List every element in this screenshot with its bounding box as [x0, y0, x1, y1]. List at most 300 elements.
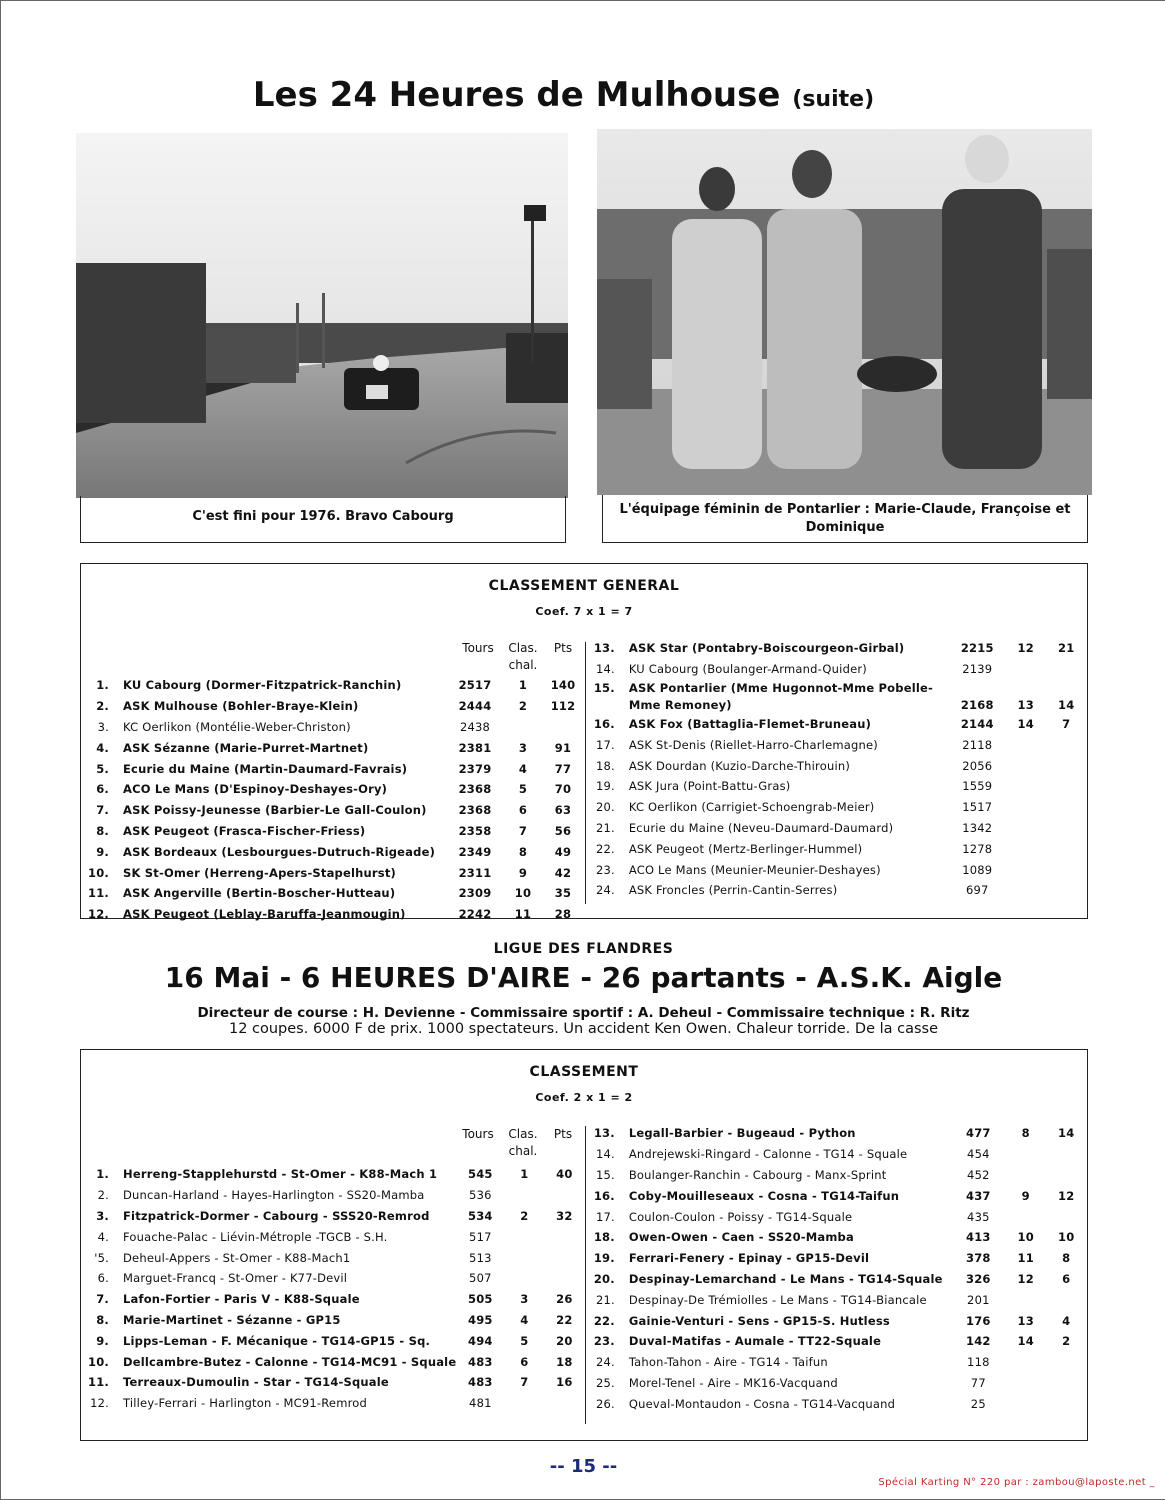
table-row — [587, 1185, 1087, 1206]
photo-race-finish — [76, 133, 568, 498]
entry-name: Marie-Martinet - Sézanne - GP15 — [123, 1312, 341, 1327]
table-row — [81, 696, 583, 717]
tours: 2118 — [962, 737, 993, 752]
points: 8 — [1062, 1251, 1071, 1266]
challenge-rank: 10 — [1017, 1230, 1034, 1245]
tours: 483 — [468, 1375, 493, 1390]
tours: 697 — [965, 883, 989, 898]
challenge-rank: 3 — [520, 1292, 529, 1307]
general-coef: Coef. 7 x 1 = 7 — [535, 605, 633, 618]
tours: 2444 — [458, 699, 492, 714]
challenge-rank: 1 — [520, 1167, 529, 1182]
table-row — [587, 1310, 1087, 1331]
tours: 2168 — [960, 698, 994, 713]
table-row — [587, 1289, 1087, 1310]
rank: 13. — [593, 641, 615, 656]
rank: 13. — [593, 1126, 615, 1141]
tours: 545 — [468, 1167, 493, 1182]
points: 2 — [1062, 1334, 1071, 1349]
tours: 2144 — [960, 716, 994, 731]
entry-name: KU Cabourg (Boulanger-Armand-Quider) — [628, 662, 867, 677]
caption-right-text: L'équipage féminin de Pontarlier : Marie-Claude, Françoise et Dominique — [619, 502, 1071, 535]
points: 49 — [554, 844, 572, 859]
table-row — [81, 841, 583, 862]
caption-left-text: C'est fini pour 1976. Bravo Cabourg — [192, 509, 454, 524]
challenge-rank — [504, 1247, 544, 1268]
entry-name: ASK Peugeot (Leblay-Baruffa-Jeanmougin) — [123, 907, 406, 922]
table-row — [81, 675, 583, 696]
rank: 7. — [96, 803, 109, 818]
tours: 536 — [469, 1188, 492, 1203]
entry-name: ASK Froncles (Perrin-Cantin-Serres) — [628, 883, 838, 898]
entry-name: Tilley-Ferrari - Harlington - MC91-Remrod — [123, 1396, 368, 1411]
table-row — [81, 1268, 584, 1289]
entry-name: ASK Mulhouse (Bohler-Braye-Klein) — [123, 699, 359, 714]
points: 21 — [1058, 641, 1075, 656]
table-row — [587, 880, 1087, 901]
challenge-rank: 1 — [518, 678, 528, 693]
tours: 118 — [967, 1355, 990, 1370]
tours: 1517 — [962, 800, 993, 815]
table-row — [587, 1165, 1087, 1186]
points: 20 — [556, 1333, 573, 1348]
aire-classification-box — [80, 1049, 1088, 1441]
rank: 1. — [96, 678, 109, 693]
header-clas: Clas. chal. — [508, 641, 538, 672]
rank: 8. — [96, 1312, 109, 1327]
challenge-rank — [1006, 1144, 1046, 1165]
tours: 483 — [468, 1354, 493, 1369]
challenge-rank — [504, 1226, 544, 1247]
tours: 2309 — [458, 886, 492, 901]
tours-blank — [949, 680, 1006, 697]
tours: 477 — [966, 1126, 991, 1141]
challenge-rank — [1006, 859, 1046, 880]
rank: 2. — [97, 1188, 109, 1203]
points: 22 — [556, 1312, 573, 1327]
entry-name: ASK Bordeaux (Lesbourgues-Dutruch-Rigeade) — [123, 844, 436, 859]
race-title: 16 Mai - 6 HEURES D'AIRE - 26 partants - A.S.K. Aigle — [164, 961, 1003, 994]
page-title — [1, 75, 1126, 115]
points: 56 — [554, 823, 572, 838]
points — [543, 717, 583, 738]
points — [1046, 1289, 1088, 1310]
challenge-rank — [1006, 838, 1046, 859]
tours: 326 — [966, 1271, 991, 1286]
points — [544, 1268, 584, 1289]
table-row — [81, 1351, 584, 1372]
table-row — [81, 1247, 584, 1268]
rank: 20. — [595, 800, 615, 815]
tours: 507 — [469, 1271, 492, 1286]
rank-blank — [587, 697, 623, 714]
points — [1046, 1352, 1088, 1373]
entry-name: Lafon-Fortier - Paris V - K88-Squale — [123, 1292, 360, 1307]
points — [1046, 1144, 1088, 1165]
entry-name: Ferrari-Fenery - Epinay - GP15-Devil — [628, 1251, 870, 1266]
table-row — [587, 1352, 1087, 1373]
points — [544, 1185, 584, 1206]
table-row — [81, 821, 583, 842]
rank: 8. — [96, 823, 109, 838]
rank: 22. — [595, 841, 615, 856]
entry-name: ASK Fox (Battaglia-Flemet-Bruneau) — [628, 716, 872, 731]
challenge-rank — [1006, 734, 1046, 755]
rank: 25. — [595, 1375, 615, 1390]
entry-name: Legall-Barbier - Bugeaud - Python — [628, 1126, 856, 1141]
points: 28 — [554, 907, 572, 922]
table-row — [587, 859, 1087, 880]
entry-name: Herreng-Stapplehurstd - St-Omer - K88-Mach 1 — [123, 1167, 438, 1182]
table-row — [587, 1248, 1087, 1269]
points — [1045, 755, 1087, 776]
entry-name: Lipps-Leman - F. Mécanique - TG14-GP15 - Sq. — [123, 1333, 431, 1348]
entry-name: ASK Peugeot (Frasca-Fischer-Friess) — [123, 823, 366, 838]
challenge-rank: 3 — [518, 740, 528, 755]
points — [1046, 1393, 1088, 1414]
tours: 2358 — [458, 823, 492, 838]
table-row — [587, 638, 1087, 659]
points — [544, 1226, 584, 1247]
entry-name: Queval-Montaudon - Cosna - TG14-Vacquand — [628, 1396, 896, 1411]
challenge-rank — [503, 717, 543, 738]
entry-name: ASK Jura (Point-Battu-Gras) — [628, 779, 791, 794]
table-row — [587, 734, 1087, 755]
table-row — [587, 818, 1087, 839]
entry-name: Ecurie du Maine (Martin-Daumard-Favrais) — [123, 761, 408, 776]
rank: 11. — [88, 1375, 109, 1390]
table-row — [587, 1373, 1087, 1394]
rank: 7. — [96, 1292, 109, 1307]
tours: 517 — [469, 1229, 492, 1244]
table-row — [587, 1144, 1087, 1165]
challenge-rank: 6 — [518, 803, 528, 818]
entry-name: Ecurie du Maine (Neveu-Daumard-Daumard) — [628, 820, 894, 835]
photo-caption-left — [80, 496, 566, 543]
challenge-rank — [1006, 755, 1046, 776]
challenge-rank: 9 — [1021, 1188, 1030, 1203]
points: 6 — [1062, 1271, 1071, 1286]
points — [1045, 880, 1087, 901]
rank: 17. — [595, 737, 615, 752]
table-row — [81, 1393, 584, 1414]
rank: 3. — [97, 719, 109, 734]
entry-name: Owen-Owen - Caen - SS20-Mamba — [628, 1230, 854, 1245]
rank: 16. — [593, 716, 615, 731]
entry-name: Fouache-Palac - Liévin-Métrople -TGCB - S.H. — [123, 1229, 388, 1244]
table-row — [81, 717, 583, 738]
entry-name: Coulon-Coulon - Poissy - TG14-Squale — [628, 1209, 853, 1224]
entry-name: ASK Poissy-Jeunesse (Barbier-Le Gall-Coulon) — [123, 803, 427, 818]
tours: 2368 — [458, 782, 492, 797]
points: 140 — [550, 678, 576, 693]
race-finish-illustration — [76, 133, 568, 498]
entry-name: KC Oerlikon (Montélie-Weber-Christon) — [123, 719, 351, 734]
challenge-rank: 10 — [514, 886, 532, 901]
challenge-rank: 12 — [1017, 641, 1034, 656]
rank: 5. — [96, 761, 109, 776]
rank: 12. — [88, 907, 109, 922]
tours: 1342 — [962, 820, 993, 835]
points — [544, 1247, 584, 1268]
aire-title: CLASSEMENT — [529, 1064, 639, 1080]
challenge-rank — [1006, 659, 1046, 680]
rank: 6. — [96, 782, 109, 797]
rank: 18. — [595, 758, 615, 773]
rank: 10. — [88, 1354, 109, 1369]
aire-table-left — [81, 1164, 584, 1414]
table-row — [587, 1123, 1087, 1144]
table-row — [587, 776, 1087, 797]
entry-name: ASK Angerville (Bertin-Boscher-Hutteau) — [123, 886, 396, 901]
aire-coef: Coef. 2 x 1 = 2 — [535, 1091, 633, 1104]
challenge-rank — [1006, 1373, 1046, 1394]
header-tours: Tours — [462, 641, 494, 655]
challenge-rank: 5 — [518, 782, 528, 797]
points: 42 — [554, 865, 572, 880]
rank: 15. — [595, 1167, 615, 1182]
points: 26 — [556, 1292, 573, 1307]
challenge-rank: 14 — [1017, 1334, 1034, 1349]
table-row — [81, 1185, 584, 1206]
tours: 452 — [967, 1167, 990, 1182]
challenge-rank — [1006, 797, 1046, 818]
entry-name: Boulanger-Ranchin - Cabourg - Manx-Sprint — [628, 1167, 887, 1182]
table-row — [587, 1206, 1087, 1227]
points: 112 — [550, 699, 576, 714]
title-suffix: (suite) — [792, 87, 875, 112]
entry-name: ASK Dourdan (Kuzio-Darche-Thirouin) — [628, 758, 851, 773]
tours: 2215 — [960, 641, 994, 656]
title-main: Les 24 Heures de Mulhouse — [252, 75, 781, 115]
entry-name: Duval-Matifas - Aumale - TT22-Squale — [628, 1334, 882, 1349]
entry-name: ASK Star (Pontabry-Boiscourgeon-Girbal) — [628, 641, 905, 656]
challenge-rank — [504, 1185, 544, 1206]
entry-name: Marguet-Francq - St-Omer - K77-Devil — [123, 1271, 348, 1286]
tours: 2379 — [458, 761, 492, 776]
tours: 142 — [966, 1334, 991, 1349]
entry-name: ACO Le Mans (Meunier-Meunier-Deshayes) — [628, 862, 881, 877]
team-illustration — [597, 129, 1092, 495]
challenge-rank: 14 — [1017, 716, 1034, 731]
points: 70 — [554, 782, 572, 797]
challenge-rank — [504, 1393, 544, 1414]
challenge-rank: 13 — [1017, 1313, 1034, 1328]
tours: 1278 — [962, 841, 993, 856]
challenge-rank — [1006, 880, 1046, 901]
race-officials: Directeur de course : H. Devienne - Commissaire sportif : A. Deheul - Commissaire technique : R. Ritz — [197, 1005, 970, 1021]
header-pts: Pts — [553, 1127, 573, 1141]
general-classification-box — [80, 563, 1088, 922]
points: 91 — [554, 740, 572, 755]
tours: 201 — [967, 1292, 990, 1307]
table-row-continued — [587, 697, 1087, 714]
rank: 18. — [593, 1230, 615, 1245]
tours: 2349 — [458, 844, 492, 859]
rank: 19. — [593, 1251, 615, 1266]
table-row — [587, 797, 1087, 818]
points: 18 — [556, 1354, 573, 1369]
general-table-left — [81, 675, 583, 925]
points: 14 — [1058, 698, 1075, 713]
rank: 19. — [595, 779, 615, 794]
points: 12 — [1058, 1188, 1075, 1203]
rank: 26. — [595, 1396, 615, 1411]
tours: 176 — [966, 1313, 991, 1328]
table-row — [81, 1164, 584, 1185]
clas-blank — [1006, 680, 1046, 697]
entry-name: KC Oerlikon (Carrigiet-Schoengrab-Meier) — [628, 800, 875, 815]
rank: 21. — [595, 820, 615, 835]
points: 40 — [556, 1167, 573, 1182]
rank: 24. — [595, 883, 615, 898]
entry-name-continued: Mme Remoney) — [628, 698, 732, 713]
pts-blank — [1045, 680, 1087, 697]
table-row — [587, 1393, 1087, 1414]
entry-name: Morel-Tenel - Aire - MK16-Vacquand — [628, 1375, 838, 1390]
entry-name: ACO Le Mans (D'Espinoy-Deshayes-Ory) — [123, 782, 388, 797]
tours: 437 — [966, 1188, 991, 1203]
challenge-rank: 5 — [520, 1333, 529, 1348]
table-row — [587, 755, 1087, 776]
entry-name: Duncan-Harland - Hayes-Harlington - SS20-Mamba — [123, 1188, 425, 1203]
rank: 24. — [595, 1355, 615, 1370]
footer-credit: Spécial Karting N° 220 par : zambou@laposte.net _ — [878, 1477, 1155, 1488]
challenge-rank — [1006, 818, 1046, 839]
rank: 9. — [96, 1333, 109, 1348]
table-row — [587, 1227, 1087, 1248]
challenge-rank: 9 — [518, 865, 528, 880]
rank: 22. — [593, 1313, 615, 1328]
entry-name: KU Cabourg (Dormer-Fitzpatrick-Ranchin) — [123, 678, 402, 693]
entry-name: ASK Sézanne (Marie-Purret-Martnet) — [123, 740, 369, 755]
tours: 2242 — [458, 907, 492, 922]
league-heading: LIGUE DES FLANDRES — [493, 941, 674, 957]
table-row — [81, 1310, 584, 1331]
tours: 1559 — [962, 779, 993, 794]
challenge-rank: 7 — [518, 823, 528, 838]
points — [1046, 1165, 1088, 1186]
table-row — [81, 1330, 584, 1351]
tours: 413 — [966, 1230, 991, 1245]
photo-pontarlier-team — [597, 129, 1092, 495]
points — [1045, 659, 1087, 680]
entry-name: Terreaux-Dumoulin - Star - TG14-Squale — [123, 1375, 389, 1390]
column-divider — [585, 642, 586, 904]
rank: 2. — [96, 699, 109, 714]
tours: 505 — [468, 1292, 493, 1307]
table-row — [81, 1372, 584, 1393]
rank: 21. — [595, 1292, 615, 1307]
challenge-rank — [1006, 1352, 1046, 1373]
table-row — [81, 1206, 584, 1227]
tours: 494 — [468, 1333, 493, 1348]
tours: 435 — [967, 1209, 990, 1224]
points: 7 — [1062, 716, 1071, 731]
general-title: CLASSEMENT GENERAL — [488, 578, 680, 594]
challenge-rank: 4 — [520, 1312, 529, 1327]
points: 10 — [1058, 1230, 1075, 1245]
tours: 1089 — [962, 862, 993, 877]
rank: 23. — [595, 862, 615, 877]
table-row — [81, 904, 583, 925]
table-row — [587, 1269, 1087, 1290]
tours: 25 — [970, 1396, 986, 1411]
tours: 2139 — [962, 662, 993, 677]
tours: 2381 — [458, 740, 492, 755]
points — [1046, 1206, 1088, 1227]
challenge-rank — [504, 1268, 544, 1289]
entry-name: Andrejewski-Ringard - Calonne - TG14 - Squale — [628, 1147, 908, 1162]
challenge-rank: 2 — [520, 1208, 529, 1223]
header-clas: Clas. chal. — [508, 1127, 538, 1158]
entry-name: ASK Peugeot (Mertz-Berlinger-Hummel) — [628, 841, 863, 856]
rank: 3. — [96, 1208, 109, 1223]
rank: 14. — [595, 662, 615, 677]
tours: 378 — [966, 1251, 991, 1266]
header-tours: Tours — [462, 1127, 494, 1141]
points: 35 — [554, 886, 572, 901]
rank: 12. — [90, 1396, 109, 1411]
aire-table-right — [587, 1123, 1087, 1414]
rank: 16. — [593, 1188, 615, 1203]
tours: 2056 — [962, 758, 993, 773]
tours: 534 — [468, 1208, 493, 1223]
rank: 4. — [97, 1229, 109, 1244]
header-pts: Pts — [553, 641, 573, 655]
rank: 1. — [96, 1167, 109, 1182]
rank: 15. — [593, 681, 615, 696]
rank: 11. — [88, 886, 109, 901]
points: 77 — [554, 761, 572, 776]
rank: 9. — [96, 844, 109, 859]
tours: 513 — [469, 1250, 492, 1265]
challenge-rank — [1006, 1165, 1046, 1186]
points — [544, 1393, 584, 1414]
challenge-rank: 8 — [1021, 1126, 1030, 1141]
rank: 20. — [593, 1271, 615, 1286]
points — [1045, 838, 1087, 859]
points: 4 — [1062, 1313, 1071, 1328]
points — [1045, 859, 1087, 880]
tours: 454 — [967, 1147, 990, 1162]
tours: 2517 — [458, 678, 492, 693]
points — [1046, 1373, 1088, 1394]
table-row — [81, 862, 583, 883]
table-row — [587, 659, 1087, 680]
table-row — [81, 883, 583, 904]
tours: 77 — [970, 1375, 986, 1390]
entry-name: Tahon-Tahon - Aire - TG14 - Taifun — [628, 1355, 828, 1370]
rank: 17. — [595, 1209, 615, 1224]
challenge-rank: 8 — [518, 844, 528, 859]
entry-name: Despinay-Lemarchand - Le Mans - TG14-Squale — [628, 1271, 943, 1286]
tours: 2438 — [459, 719, 491, 734]
challenge-rank: 6 — [520, 1354, 529, 1369]
challenge-rank: 4 — [518, 761, 528, 776]
rank: '5. — [94, 1250, 109, 1265]
tours: 495 — [468, 1312, 493, 1327]
rank: 14. — [595, 1147, 615, 1162]
points: 14 — [1058, 1126, 1075, 1141]
table-row — [587, 1331, 1087, 1352]
entry-name: Dellcambre-Butez - Calonne - TG14-MC91 - Squale — [123, 1354, 457, 1369]
challenge-rank — [1006, 1393, 1046, 1414]
table-row — [587, 680, 1087, 697]
race-notes: 12 coupes. 6000 F de prix. 1000 spectateurs. Un accident Ken Owen. Chaleur torride. De la casse — [228, 1021, 939, 1037]
points — [1045, 776, 1087, 797]
table-row — [81, 779, 583, 800]
